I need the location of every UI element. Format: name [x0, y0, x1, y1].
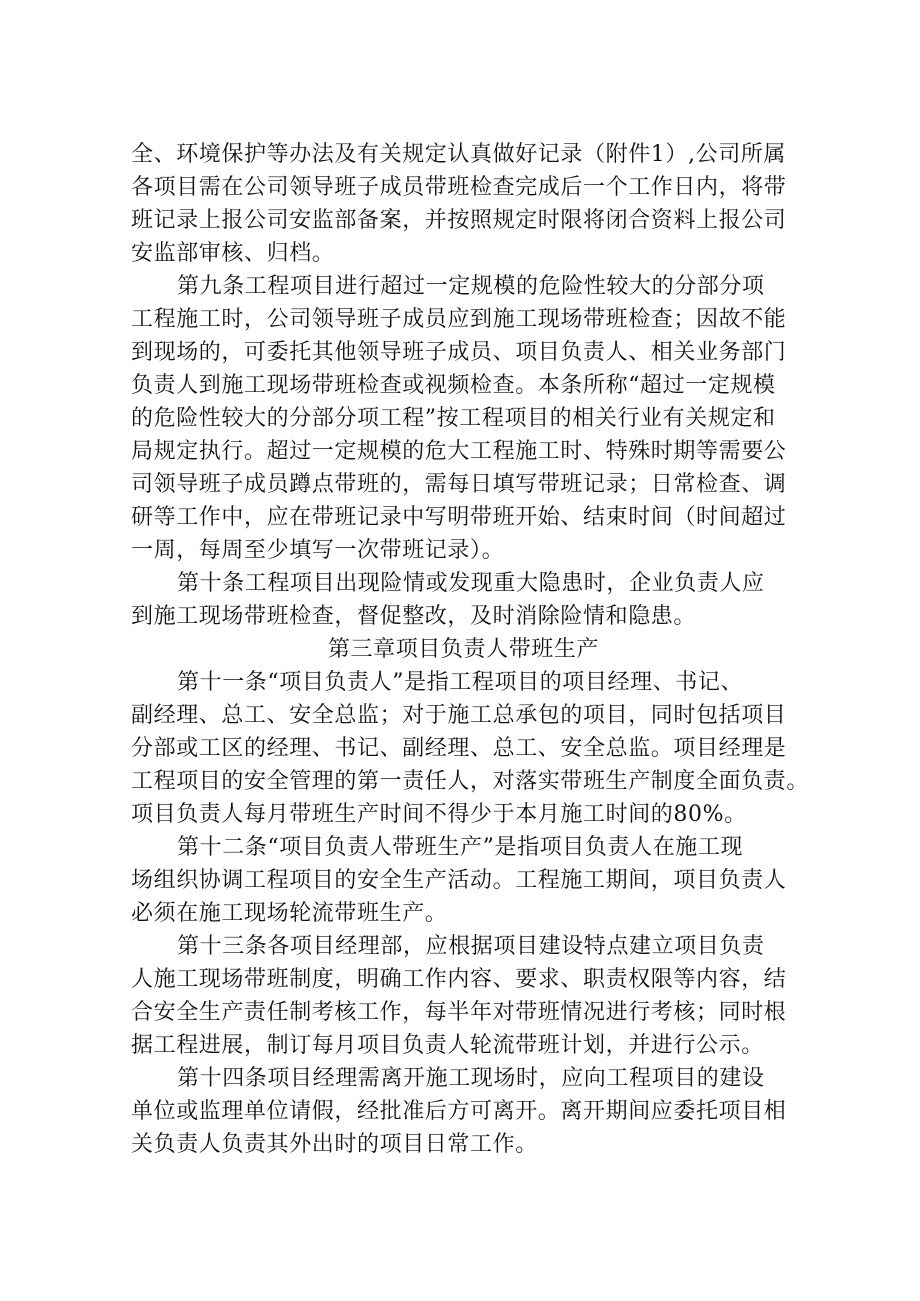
- text-line: 局规定执行。超过一定规模的危大工程施工时、特殊时期等需要公: [131, 439, 787, 464]
- text-line: 副经理、总工、安全总监；对于施工总承包的项目，同时包括项目: [131, 703, 787, 728]
- text-line: 分部或工区的经理、书记、副经理、总工、安全总监。项目经理是: [131, 736, 787, 761]
- text-line: 到施工现场带班检查，督促整改，及时消除险情和隐患。: [131, 604, 697, 629]
- document-body: [131, 138, 810, 1161]
- text-line: 必须在施工现场轮流带班生产。: [131, 901, 448, 926]
- text-line: 项目负责人每月带班生产时间不得少于本月施工时间的80%。: [131, 802, 747, 827]
- text-line: 到现场的，可委托其他领导班子成员、项目负责人、相关业务部门: [131, 340, 787, 365]
- text-line: 场组织协调工程项目的安全生产活动。工程施工期间，项目负责人: [131, 868, 787, 893]
- text-line: 各项目需在公司领导班子成员带班检查完成后一个工作日内，将带: [131, 175, 787, 200]
- text-line: 负责人到施工现场带班检查或视频检查。本条所称“超过一定规模: [131, 373, 776, 398]
- text-line: 全、环境保护等办法及有关规定认真做好记录（附件1）,公司所属: [131, 142, 786, 167]
- article-9-start: 第九条工程项目进行超过一定规模的危险性较大的分部分项: [177, 274, 765, 299]
- text-line: 单位或监理单位请假，经批准后方可离开。离开期间应委托项目相: [131, 1099, 787, 1124]
- article-11-start: 第十一条“项目负责人”是指工程项目的项目经理、书记、: [177, 670, 744, 695]
- text-line: 研等工作中，应在带班记录中写明带班开始、结束时间（时间超过: [131, 505, 787, 530]
- text-line: 合安全生产责任制考核工作，每半年对带班情况进行考核；同时根: [131, 1000, 787, 1025]
- text-line: 人施工现场带班制度，明确工作内容、要求、职责权限等内容，结: [131, 967, 787, 992]
- text-line: 据工程进展，制订每月项目负责人轮流带班计划，并进行公示。: [131, 1033, 764, 1058]
- article-13-start: 第十三条各项目经理部，应根据项目建设特点建立项目负责: [177, 934, 765, 959]
- text-line: 工程项目的安全管理的第一责任人，对落实带班生产制度全面负责。: [131, 769, 810, 794]
- text-line: 关负责人负责其外出时的项目日常工作。: [131, 1132, 538, 1157]
- text-line: 的危险性较大的分部分项工程”按工程项目的相关行业有关规定和: [131, 406, 776, 431]
- text-line: 安监部审核、归档。: [131, 241, 335, 266]
- text-line: 一周，每周至少填写一次带班记录）。: [131, 538, 505, 563]
- text-line: 工程施工时，公司领导班子成员应到施工现场带班检查；因故不能: [131, 307, 787, 332]
- article-14-start: 第十四条项目经理需离开施工现场时，应向工程项目的建设: [177, 1066, 765, 1091]
- article-12-start: 第十二条“项目负责人带班生产”是指项目负责人在施工现: [177, 835, 744, 860]
- text-line: 司领导班子成员蹲点带班的，需每日填写带班记录；日常检查、调: [131, 472, 787, 497]
- article-10-start: 第十条工程项目出现险情或发现重大隐患时，企业负责人应: [177, 571, 765, 596]
- chapter-3-heading: 第三章项目负责人带班生产: [327, 637, 600, 662]
- text-line: 班记录上报公司安监部备案，并按照规定时限将闭合资料上报公司: [131, 208, 787, 233]
